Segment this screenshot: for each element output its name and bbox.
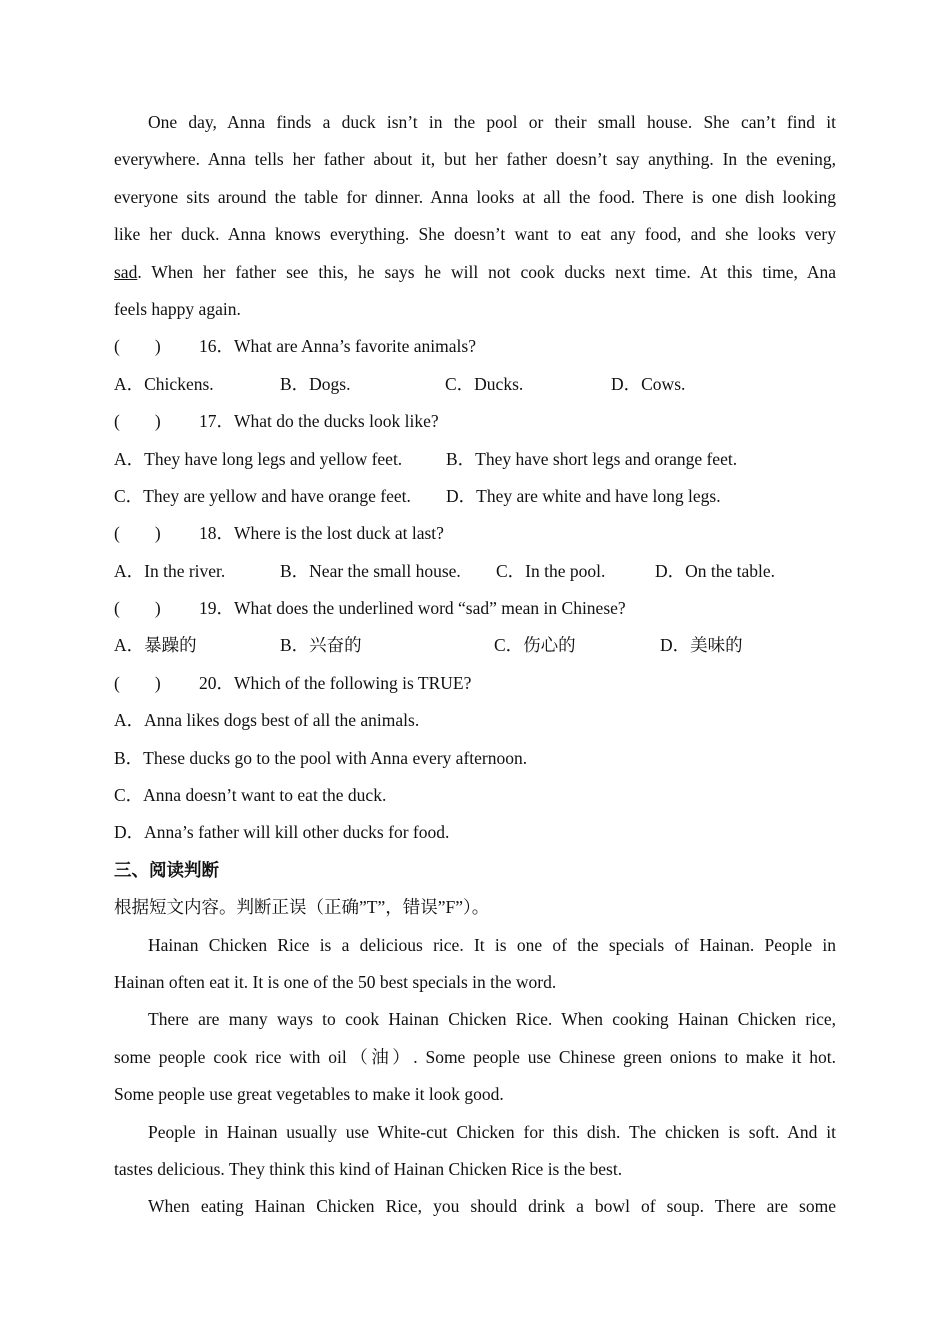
option-c: C．Anna doesn’t want to eat the duck. (114, 785, 387, 806)
passage2-line: Hainan often eat it. It is one of the 50 best specials in the word. (114, 971, 557, 992)
passage1-line: feels happy again. (114, 298, 241, 319)
answer-blank[interactable]: ( ) (114, 411, 161, 432)
passage1-line-rest: . When her father see this, he says he will not cook ducks next time. At this time, Ana (137, 261, 836, 282)
option-c: C．In the pool. (496, 560, 606, 581)
underlined-word-sad: sad (114, 261, 138, 282)
question-20 (114, 665, 836, 702)
option-b: B．Dogs. (280, 373, 351, 394)
option-d: D．Anna’s father will kill other ducks for food. (114, 822, 450, 843)
question-19 (114, 590, 836, 627)
question-text: 17．What do the ducks look like? (199, 411, 439, 432)
option-a: A．Anna likes dogs best of all the animals. (114, 710, 420, 731)
question-18 (114, 515, 836, 552)
question-text: 18．Where is the lost duck at last? (199, 523, 444, 544)
option-d: D．They are white and have long legs. (446, 485, 721, 506)
option-a: A．They have long legs and yellow feet. (114, 448, 403, 469)
question-text: 20．Which of the following is TRUE? (199, 672, 472, 693)
question-16-options (114, 366, 836, 403)
passage2-line: tastes delicious. They think this kind of Hainan Chicken Rice is the best. (114, 1158, 623, 1179)
section-heading: 三、阅读判断 (114, 859, 219, 880)
question-text: 16．What are Anna’s favorite animals? (199, 336, 476, 357)
option-a: A．Chickens. (114, 373, 214, 394)
answer-blank[interactable]: ( ) (114, 672, 161, 693)
passage2-line: Hainan Chicken Rice is a delicious rice. It is one of the specials of Hainan. People in (148, 934, 836, 955)
passage1-line: everywhere. Anna tells her father about it, but her father doesn’t say anything. In the evening, (114, 149, 836, 170)
passage2-line: There are many ways to cook Hainan Chicken Rice. When cooking Hainan Chicken rice, (148, 1009, 836, 1030)
question-text: 19．What does the underlined word “sad” mean in Chinese? (199, 598, 626, 619)
passage2-line: Some people use great vegetables to make it look good. (114, 1084, 504, 1105)
answer-blank[interactable]: ( ) (114, 336, 161, 357)
question-17 (114, 403, 836, 440)
question-18-options (114, 553, 836, 590)
option-d: D．On the table. (655, 560, 776, 581)
passage1-line: like her duck. Anna knows everything. She doesn’t want to eat any food, and she looks very (114, 224, 836, 245)
option-b: B．These ducks go to the pool with Anna every afternoon. (114, 747, 528, 768)
passage1-line: everyone sits around the table for dinner. Anna looks at all the food. There is one dish looking (114, 186, 836, 207)
answer-blank[interactable]: ( ) (114, 598, 161, 619)
passage1-line: One day, Anna finds a duck isn’t in the pool or their small house. She can’t find it (148, 112, 836, 132)
passage2-line: some people cook rice with oil（油）. Some people use Chinese green onions to make it hot. (114, 1046, 836, 1067)
question-17-options-row1 (114, 441, 836, 478)
question-19-options (114, 627, 836, 664)
option-b: B．兴奋的 (280, 635, 362, 656)
question-17-options-row2 (114, 478, 836, 515)
option-b: B．They have short legs and orange feet. (446, 448, 738, 469)
option-a: A．暴躁的 (114, 635, 197, 656)
answer-blank[interactable]: ( ) (114, 523, 161, 544)
section-instruction: 根据短文内容。判断正误（正确”T”，错误”F”）。 (114, 897, 490, 918)
option-c: C．They are yellow and have orange feet. (114, 485, 411, 506)
page-content (114, 104, 836, 1226)
passage2-line: People in Hainan usually use White-cut Chicken for this dish. The chicken is soft. And it (148, 1121, 836, 1142)
passage1-line (114, 254, 836, 291)
question-16 (114, 328, 836, 365)
passage2-line: When eating Hainan Chicken Rice, you should drink a bowl of soup. There are some (148, 1196, 836, 1217)
option-d: D．美味的 (660, 635, 743, 656)
option-b: B．Near the small house. (280, 560, 461, 581)
option-c: C．Ducks. (445, 373, 524, 394)
option-a: A．In the river. (114, 560, 226, 581)
option-d: D．Cows. (611, 373, 686, 394)
option-c: C．伤心的 (494, 635, 576, 656)
